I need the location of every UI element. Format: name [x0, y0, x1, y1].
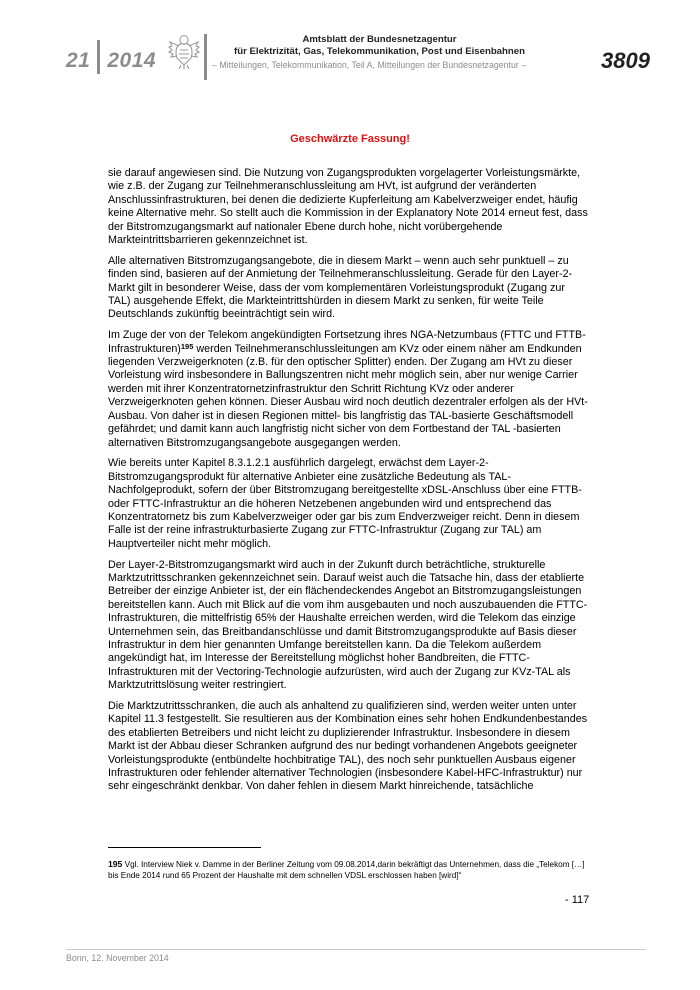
paragraph: [108, 329, 590, 450]
internal-page-number: - 117: [565, 894, 590, 906]
footnote-reference[interactable]: 195: [180, 341, 194, 351]
publication-title-line-1: Amtsblatt der Bundesnetzagentur: [302, 34, 457, 45]
paragraph: Wie bereits unter Kapitel 8.3.1.2.1 ausführlich dargelegt, erwächst dem Layer-2-Bitstromzugangsprodukt für alternative Anbieter eine zusätzliche Bedeutung als TAL-Nachfolgeprodukt, sofern der über Bitstromzugang bereitgestellte xDSL-Anschluss über eine FTTB- oder FTTC-Infrastruktur an die höheren Netzebenen angebunden wird und entsprechend das Konzentratornetz bis zum Kabelverzweiger oder gar bis zum Endverzweiger reicht. Denn in diesem Falle ist der reine infrastrukturbasierte Zugang zur FTTC-Infrastruktur (Zugang zur TAL) am Hauptverteiler nicht mehr möglich.: [108, 457, 582, 550]
paragraph: Alle alternativen Bitstromzugangsangebote, die in diesem Markt – wenn auch sehr punktuell – zu finden sind, basieren auf der Anmietung der Teilnehmeranschlussleitung. Gerade für den Layer-2-Markt gilt in besonderer Weise, dass der vom komplementären Vorleistungsprodukt (Zugang zur TAL) ausgehende Effekt, die Markteintrittshürden in diesem Markt zu senken, für weite Teile Deutschlands zukünftig beeinträchtigt sein wird.: [108, 254, 573, 321]
header-divider: [204, 34, 207, 80]
body-text: [108, 167, 590, 801]
issue-divider: [97, 40, 100, 74]
issue-year: 2014: [107, 48, 157, 72]
publication-title-line-2: für Elektrizität, Gas, Telekommunikation, Post und Eisenbahnen: [234, 46, 525, 57]
paragraph-text: werden Teilnehmeranschlussleitungen am KVz oder einem näher am Endkunden liegenden Verzweigerknoten (z.B. für den optischer Splitter) enden. Der Zugang am HVt zu dieser Vorleistung wird insbesondere in Ballungszentren nicht mehr möglich sein, aber nur wenige Carrier werden mit ihrer Konzentratornetzinfrastruktur den Schritt Richtung KVz oder anderer Verzweigerknoten gehen können. Dieser Ausbau wird noch deutlich dezentraler erfolgen als der HVt-Ausbau. Von daher ist in diesen Regionen mittel- bis langfristig das TAL-basierte Geschäftsmodell gefährdet; und damit kann auch langfristig nicht sicher von dem Fortbestand der TAL -basierten alternativen Bitstromzugangsangebote ausgegangen werden.: [108, 342, 588, 449]
federal-eagle-icon: [168, 32, 200, 70]
publication-subtitle: – Mitteilungen, Telekommunikation, Teil A, Mitteilungen der Bundesnetzagentur –: [212, 60, 527, 70]
paragraph: Die Marktzutrittsschranken, die auch als anhaltend zu qualifizieren sind, werden weiter unten unter Kapitel 11.3 festgestellt. Sie resultieren aus der Kombination eines sehr hohen Endkundenbestandes des etablierten Betreibers und nicht leicht zu duplizierender Infrastruktur. Insbesondere in diesem Markt ist der Abbau dieser Schranken aufgrund des nur bedingt vorhandenen Angebots geeigneter Vorleistungsprodukte (entbündelte hochbitratige TAL), des noch sehr punktuellen Ausbaus eigener Infrastrukturen oder fehlender alternativer Technologien (insbesondere Kabel-HFC-Infrastruktur) nur sehr eingeschränkt denkbar. Von daher fehlen in diesem Markt hinreichende, tatsächliche: [108, 699, 588, 793]
footer-divider: [66, 949, 646, 950]
footer-date: Bonn, 12. November 2014: [66, 953, 169, 963]
footnote: [108, 859, 590, 881]
footnote-text: Vgl. Interview Niek v. Damme in der Berliner Zeitung vom 09.08.2014,darin bekräftigt das Unternehmen, dass die „Telekom […] bis Ende 2014 rund 65 Prozent der Haushalte mit dem schnellen VDSL erschlossen haben [wird]“: [108, 860, 585, 880]
footnote-separator: [108, 847, 261, 848]
publication-title: [212, 34, 547, 58]
issue-number: 21: [66, 48, 91, 72]
paragraph: Der Layer-2-Bitstromzugangsmarkt wird auch in der Zukunft durch beträchtliche, strukturelle Marktzutrittsschranken gekennzeichnet sein. Darauf weist auch die Tatsache hin, dass der etablierte Betreiber der einzige Anbieter ist, der ein flächendeckendes Angebot an Bitstromzugangsleistungen bereitstellen kann. Auch mit Blick auf die vom ihm ausgebauten und noch auszubauenden die FTTC-Infrastrukturen, die mittelfristig 65% der Haushalte erreichen werden, wird die Telekom das einzige Unternehmen sein, das Breitbandanschlüsse und damit Bitstromzugangsprodukte auf Basis dieser Infrastruktur in dem hier genannten Umfange bereitstellen kann. Da die Telekom außerdem angekündigt hat, im Interesse der Bereitstellung möglichst hoher Bandbreiten, die FTTC-Infrastrukturen mit der Vectoring-Technologie aufzurüsten, wird auch der Zugang zur KVz-TAL als Marktzutrittslösung weiter restringiert.: [108, 558, 588, 692]
footnote-number: 195: [108, 859, 123, 869]
page-header: [0, 0, 700, 90]
paragraph: sie darauf angewiesen sind. Die Nutzung von Zugangsprodukten vorgelagerter Vorleistungsmärkte, wie z.B. der Zugang zur Teilnehmeranschlussleitung am HVt, ist aufgrund der veränderten Anschlussinfrastrukturen, bei denen die dedizierte Kupferleitung am Kabelverzweiger endet, häufig keine Alternative mehr. So stellt auch die Kommission in der Explanatory Note 2014 erneut fest, dass der Bitstromzugangsmarkt auf nationaler Ebene durch hohe, nicht vorübergehende Markteintrittsbarrieren gekennzeichnet ist.: [108, 167, 588, 247]
issue-label: [66, 48, 156, 74]
paragraph-text: Im Zuge der von der Telekom angekündigten Fortsetzung ihres NGA-Netzumbaus (FTTC und FTTB-Infrastrukturen): [108, 329, 586, 355]
page-number: 3809: [601, 48, 650, 73]
redacted-version-notice: Geschwärzte Fassung!: [290, 133, 410, 145]
